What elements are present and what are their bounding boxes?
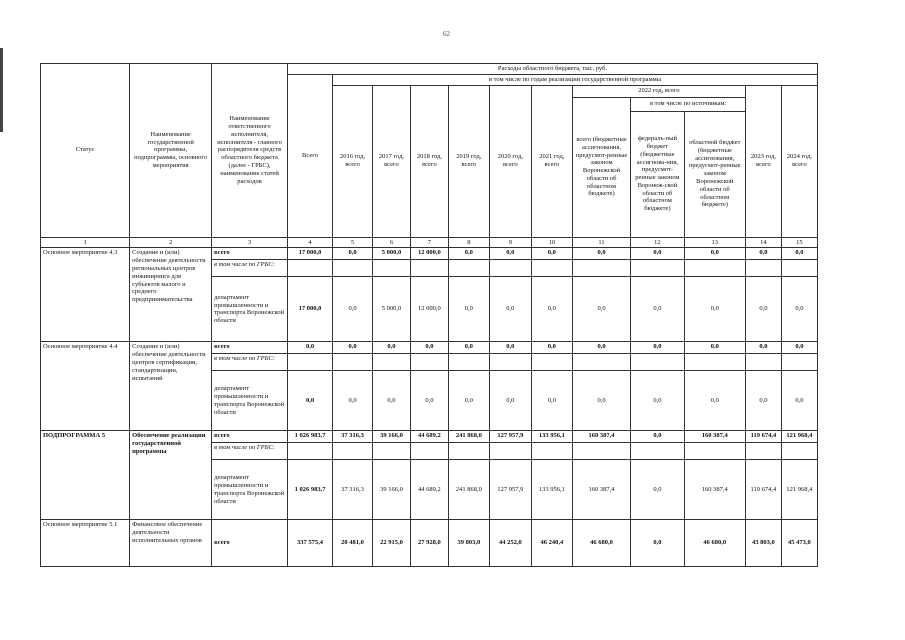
scan-edge-mark (0, 48, 3, 132)
header-executor: Наименование ответственного исполнителя, исполнителя - главного распорядителя средств областного бюджета (далее - ГРБС), наименование статей расходов (212, 64, 288, 238)
value-cell: 0,0 (531, 277, 572, 342)
row-name: Создание и (или) обеспечение деятельности центров сертификации, стандартизации, испытаний (130, 342, 212, 431)
value-cell: 44 252,0 (489, 520, 531, 567)
value-cell: 337 575,4 (287, 520, 332, 567)
value-cell: 0,0 (781, 371, 817, 431)
value-cell: 121 968,4 (781, 431, 817, 443)
col-number: 11 (572, 237, 630, 248)
value-cell: 0,0 (631, 431, 684, 443)
value-cell: 160 387,4 (684, 460, 745, 520)
value-cell: 39 803,0 (448, 520, 489, 567)
total-label: всего (212, 520, 288, 567)
value-cell: 46 680,0 (572, 520, 630, 567)
value-cell: 12 000,0 (410, 248, 448, 260)
value-cell: 46 240,4 (531, 520, 572, 567)
row-status: Основное мероприятие 5.1 (41, 520, 130, 567)
header-2022: 2022 год, всего (572, 85, 745, 97)
department-name: департамент промышленности и транспорта Воронежской области (212, 277, 288, 342)
col-number: 2 (130, 237, 212, 248)
value-cell: 119 674,4 (746, 431, 782, 443)
value-cell: 241 868,0 (448, 460, 489, 520)
value-cell: 121 968,4 (781, 460, 817, 520)
col-number: 3 (212, 237, 288, 248)
value-cell: 1 026 983,7 (287, 431, 332, 443)
value-cell: 39 166,0 (373, 460, 411, 520)
value-cell: 0,0 (781, 277, 817, 342)
department-name: департамент промышленности и транспорта Воронежской области (212, 371, 288, 431)
value-cell: 0,0 (333, 277, 373, 342)
value-cell: 0,0 (333, 248, 373, 260)
row-status: ПОДПРОГРАММА 5 (41, 431, 130, 520)
col-number: 1 (41, 237, 130, 248)
incl-grbs-label: в том числе по ГРБС: (212, 260, 288, 277)
value-cell: 0,0 (489, 371, 531, 431)
value-cell: 5 000,0 (373, 248, 411, 260)
incl-grbs-label: в том числе по ГРБС: (212, 443, 288, 460)
value-cell: 0,0 (684, 342, 745, 354)
header-2020: 2020 год, всего (489, 85, 531, 237)
header-2021: 2021 год, всего (531, 85, 572, 237)
col-number: 15 (781, 237, 817, 248)
row-name: Создание и (или) обеспечение деятельности региональных центров инжиниринга для субъектов малого и среднего предпринимательства (130, 248, 212, 342)
value-cell: 37 316,3 (333, 460, 373, 520)
value-cell: 0,0 (410, 342, 448, 354)
value-cell: 127 957,9 (489, 431, 531, 443)
page-number: 62 (443, 30, 450, 38)
column-numbers-row (41, 237, 818, 248)
header-2018: 2018 год, всего (410, 85, 448, 237)
value-cell: 0,0 (287, 371, 332, 431)
value-cell: 127 957,9 (489, 460, 531, 520)
header-2017: 2017 год, всего (373, 85, 411, 237)
value-cell: 22 915,0 (373, 520, 411, 567)
header-2023: 2023 год, всего (746, 85, 782, 237)
header-sources: в том числе по источникам: (631, 97, 746, 111)
value-cell: 17 000,0 (287, 248, 332, 260)
col-number: 14 (746, 237, 782, 248)
value-cell: 0,0 (631, 277, 684, 342)
value-cell: 0,0 (746, 248, 782, 260)
header-federal: федераль-ный бюджет (бюджетные ассигнова-ния, предусмот-ренные законом Воронеж-ской области об областном бюджете) (631, 111, 684, 237)
value-cell: 0,0 (333, 342, 373, 354)
col-number: 7 (410, 237, 448, 248)
value-cell: 46 680,0 (684, 520, 745, 567)
total-label: всего (212, 248, 288, 260)
header-by-years: в том числе по годам реализации государственной программы (333, 74, 818, 85)
table-row (41, 342, 818, 354)
value-cell: 0,0 (631, 520, 684, 567)
value-cell: 0,0 (448, 248, 489, 260)
table-row (41, 520, 818, 567)
value-cell: 0,0 (684, 248, 745, 260)
value-cell: 5 000,0 (373, 277, 411, 342)
row-status: Основное мероприятие 4.4 (41, 342, 130, 431)
header-total: Всего (287, 74, 332, 237)
value-cell: 0,0 (684, 371, 745, 431)
value-cell: 1 026 983,7 (287, 460, 332, 520)
table-row (41, 248, 818, 260)
value-cell: 0,0 (333, 371, 373, 431)
header-name: Наименование государственной программы, подпрограммы, основного мероприятия (130, 64, 212, 238)
value-cell: 44 689,2 (410, 431, 448, 443)
value-cell: 0,0 (572, 277, 630, 342)
value-cell: 39 166,0 (373, 431, 411, 443)
value-cell: 0,0 (287, 342, 332, 354)
col-number: 8 (448, 237, 489, 248)
value-cell: 0,0 (373, 342, 411, 354)
total-label: всего (212, 342, 288, 354)
header-expenses: Расходы областного бюджета, тыс. руб. (287, 64, 817, 75)
header-2024: 2024 год, всего (781, 85, 817, 237)
header-2022-total: всего (бюджетные ассигнования, предусмот-ренные законом Воронежской области об областном бюджете) (572, 97, 630, 237)
header-regional: областной бюджет (бюджетные ассигнования, предусмот-ренные законом Воронежской области об областном бюджете) (684, 111, 745, 237)
header-2016: 2016 год, всего (333, 85, 373, 237)
value-cell: 160 387,4 (572, 431, 630, 443)
table-row (41, 431, 818, 443)
budget-table (40, 63, 818, 567)
value-cell: 133 956,1 (531, 431, 572, 443)
value-cell: 0,0 (572, 342, 630, 354)
value-cell: 0,0 (448, 277, 489, 342)
value-cell: 0,0 (684, 277, 745, 342)
header-2019: 2019 год, всего (448, 85, 489, 237)
value-cell: 0,0 (631, 460, 684, 520)
col-number: 9 (489, 237, 531, 248)
value-cell: 0,0 (746, 277, 782, 342)
value-cell: 20 481,0 (333, 520, 373, 567)
row-name: Финансовое обеспечение деятельности исполнительных органов (130, 520, 212, 567)
header-status: Статус (41, 64, 130, 238)
value-cell: 0,0 (781, 342, 817, 354)
value-cell: 12 000,0 (410, 277, 448, 342)
col-number: 12 (631, 237, 684, 248)
value-cell: 0,0 (489, 342, 531, 354)
value-cell: 119 674,4 (746, 460, 782, 520)
value-cell: 17 000,0 (287, 277, 332, 342)
col-number: 5 (333, 237, 373, 248)
value-cell: 0,0 (572, 371, 630, 431)
col-number: 10 (531, 237, 572, 248)
col-number: 6 (373, 237, 411, 248)
value-cell: 0,0 (410, 371, 448, 431)
value-cell: 45 473,0 (781, 520, 817, 567)
value-cell: 0,0 (489, 277, 531, 342)
incl-grbs-label: в том числе по ГРБС: (212, 354, 288, 371)
value-cell: 0,0 (781, 248, 817, 260)
value-cell: 160 387,4 (684, 431, 745, 443)
value-cell: 0,0 (448, 342, 489, 354)
value-cell: 0,0 (631, 342, 684, 354)
value-cell: 0,0 (746, 371, 782, 431)
total-label: всего (212, 431, 288, 443)
value-cell: 44 689,2 (410, 460, 448, 520)
row-status: Основное мероприятие 4.3 (41, 248, 130, 342)
value-cell: 241 868,0 (448, 431, 489, 443)
col-number: 4 (287, 237, 332, 248)
value-cell: 0,0 (631, 248, 684, 260)
col-number: 13 (684, 237, 745, 248)
value-cell: 0,0 (531, 371, 572, 431)
row-name: Обеспечение реализации государственной программы (130, 431, 212, 520)
value-cell: 0,0 (531, 248, 572, 260)
value-cell: 43 803,0 (746, 520, 782, 567)
value-cell: 0,0 (746, 342, 782, 354)
value-cell: 133 956,1 (531, 460, 572, 520)
value-cell: 27 928,0 (410, 520, 448, 567)
value-cell: 0,0 (572, 248, 630, 260)
value-cell: 0,0 (489, 248, 531, 260)
value-cell: 0,0 (631, 371, 684, 431)
value-cell: 37 316,3 (333, 431, 373, 443)
value-cell: 0,0 (373, 371, 411, 431)
value-cell: 0,0 (448, 371, 489, 431)
department-name: департамент промышленности и транспорта Воронежской области (212, 460, 288, 520)
value-cell: 0,0 (531, 342, 572, 354)
value-cell: 160 387,4 (572, 460, 630, 520)
